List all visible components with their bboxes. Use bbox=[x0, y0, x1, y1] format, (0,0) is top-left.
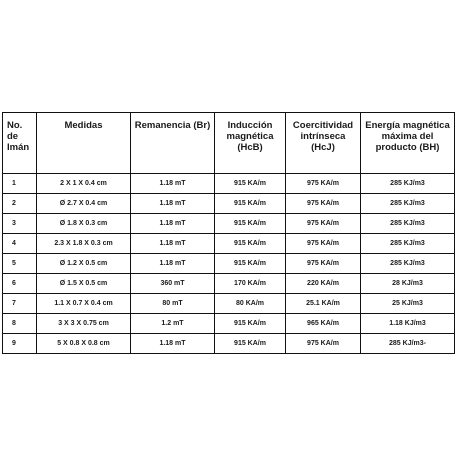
cell-magnetic-induction: 915 KA/m bbox=[215, 194, 286, 214]
cell-magnet-number: 3 bbox=[3, 214, 37, 234]
cell-magnet-number: 1 bbox=[3, 174, 37, 194]
table-row bbox=[3, 254, 455, 274]
cell-max-energy-product: 285 KJ/m3 bbox=[361, 174, 455, 194]
cell-dimensions: 2.3 X 1.8 X 0.3 cm bbox=[37, 234, 131, 254]
cell-remanence: 1.18 mT bbox=[131, 254, 215, 274]
cell-dimensions: 1.1 X 0.7 X 0.4 cm bbox=[37, 294, 131, 314]
table-row bbox=[3, 334, 455, 354]
cell-dimensions: Ø 1.8 X 0.3 cm bbox=[37, 214, 131, 234]
cell-remanence: 1.18 mT bbox=[131, 334, 215, 354]
header-magnetic-induction: Inducción magnética (HcB) bbox=[215, 113, 286, 174]
cell-intrinsic-coercivity: 965 KA/m bbox=[286, 314, 361, 334]
cell-intrinsic-coercivity: 975 KA/m bbox=[286, 214, 361, 234]
table-row bbox=[3, 274, 455, 294]
spec-sheet bbox=[0, 112, 458, 347]
cell-magnetic-induction: 915 KA/m bbox=[215, 314, 286, 334]
cell-intrinsic-coercivity: 975 KA/m bbox=[286, 194, 361, 214]
cell-max-energy-product: 285 KJ/m3 bbox=[361, 214, 455, 234]
header-dimensions: Medidas bbox=[37, 113, 131, 174]
table-row bbox=[3, 314, 455, 334]
cell-magnet-number: 4 bbox=[3, 234, 37, 254]
cell-magnet-number: 7 bbox=[3, 294, 37, 314]
header-intrinsic-coercivity: Coercitividad intrínseca (HcJ) bbox=[286, 113, 361, 174]
cell-max-energy-product: 285 KJ/m3 bbox=[361, 194, 455, 214]
cell-intrinsic-coercivity: 975 KA/m bbox=[286, 334, 361, 354]
cell-intrinsic-coercivity: 975 KA/m bbox=[286, 234, 361, 254]
cell-max-energy-product: 1.18 KJ/m3 bbox=[361, 314, 455, 334]
cell-intrinsic-coercivity: 975 KA/m bbox=[286, 174, 361, 194]
cell-max-energy-product: 285 KJ/m3 bbox=[361, 234, 455, 254]
cell-remanence: 1.18 mT bbox=[131, 234, 215, 254]
cell-dimensions: 2 X 1 X 0.4 cm bbox=[37, 174, 131, 194]
table-row bbox=[3, 294, 455, 314]
cell-remanence: 80 mT bbox=[131, 294, 215, 314]
cell-max-energy-product: 28 KJ/m3 bbox=[361, 274, 455, 294]
cell-intrinsic-coercivity: 220 KA/m bbox=[286, 274, 361, 294]
table-row bbox=[3, 194, 455, 214]
table-body bbox=[3, 174, 455, 354]
cell-dimensions: 5 X 0.8 X 0.8 cm bbox=[37, 334, 131, 354]
table-row bbox=[3, 214, 455, 234]
header-remanence: Remanencia (Br) bbox=[131, 113, 215, 174]
cell-dimensions: Ø 1.5 X 0.5 cm bbox=[37, 274, 131, 294]
cell-max-energy-product: 285 KJ/m3- bbox=[361, 334, 455, 354]
cell-remanence: 1.2 mT bbox=[131, 314, 215, 334]
cell-dimensions: 3 X 3 X 0.75 cm bbox=[37, 314, 131, 334]
cell-dimensions: Ø 1.2 X 0.5 cm bbox=[37, 254, 131, 274]
magnet-spec-table bbox=[2, 112, 455, 354]
cell-magnetic-induction: 170 KA/m bbox=[215, 274, 286, 294]
cell-magnet-number: 5 bbox=[3, 254, 37, 274]
header-max-energy-product: Energía magnética máxima del producto (BH) bbox=[361, 113, 455, 174]
cell-magnet-number: 2 bbox=[3, 194, 37, 214]
cell-magnetic-induction: 915 KA/m bbox=[215, 174, 286, 194]
table-row bbox=[3, 234, 455, 254]
cell-intrinsic-coercivity: 25.1 KA/m bbox=[286, 294, 361, 314]
table-row bbox=[3, 174, 455, 194]
table-header-row bbox=[3, 113, 455, 174]
cell-max-energy-product: 285 KJ/m3 bbox=[361, 254, 455, 274]
cell-remanence: 1.18 mT bbox=[131, 194, 215, 214]
cell-magnetic-induction: 915 KA/m bbox=[215, 254, 286, 274]
cell-max-energy-product: 25 KJ/m3 bbox=[361, 294, 455, 314]
header-magnet-number: No. de Imán bbox=[3, 113, 37, 174]
cell-remanence: 360 mT bbox=[131, 274, 215, 294]
cell-magnetic-induction: 915 KA/m bbox=[215, 234, 286, 254]
cell-magnet-number: 6 bbox=[3, 274, 37, 294]
cell-magnet-number: 8 bbox=[3, 314, 37, 334]
cell-magnet-number: 9 bbox=[3, 334, 37, 354]
cell-magnetic-induction: 80 KA/m bbox=[215, 294, 286, 314]
cell-remanence: 1.18 mT bbox=[131, 214, 215, 234]
cell-magnetic-induction: 915 KA/m bbox=[215, 214, 286, 234]
cell-remanence: 1.18 mT bbox=[131, 174, 215, 194]
cell-dimensions: Ø 2.7 X 0.4 cm bbox=[37, 194, 131, 214]
cell-magnetic-induction: 915 KA/m bbox=[215, 334, 286, 354]
cell-intrinsic-coercivity: 975 KA/m bbox=[286, 254, 361, 274]
